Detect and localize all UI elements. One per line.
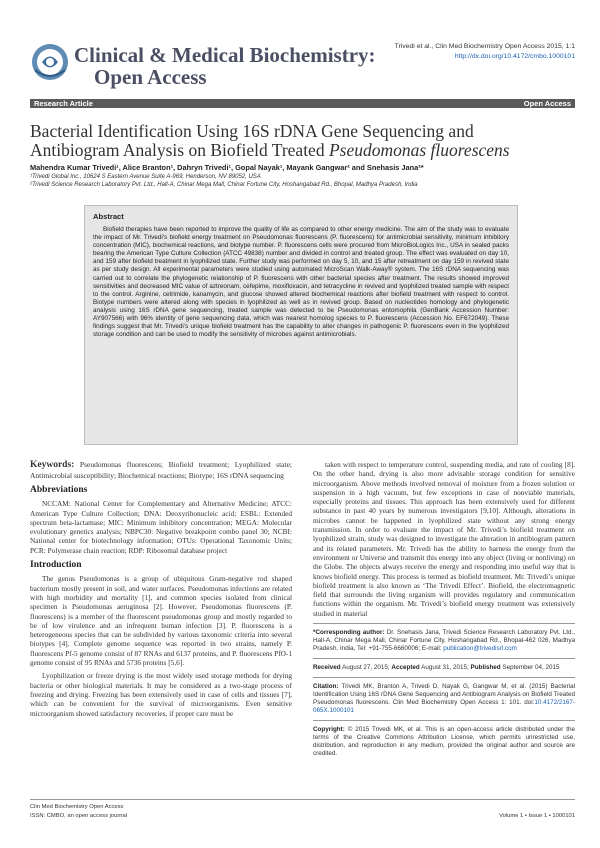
article-title-italic: Pseudomonas fluorescens [328, 140, 510, 160]
abbreviations-text: NCCAM: National Center for Complementary and Alternative Medicine; ATCC: American Type Culture Collection; DNA: Deoxyribonucleic acid; ESBL: Extended spectrum beta-lactamase; MIC: Minimum inhibitory concentration; MEGA: Molecular evolutionary genetics analysis; NBPC30: Negative breakpoint combo panel 30; NCBI: National center for biotechnology information; OTUs: Operational Taxonomic Units; PCR: Polymerase chain reaction; RDP: Ribosomal database project [30, 499, 292, 555]
article-title-line1: Bacterial Identification Using 16S rDNA Gene Sequencing and [30, 121, 474, 141]
citation-label: Citation: [313, 683, 339, 691]
affiliation-2: ²Trivedi Science Research Laboratory Pvt. Ltd., Hall-A, Chinar Mega Mall, Chinar Fortune City, Hoshangabad Rd., Bhopal, Madhya Pradesh, India [30, 182, 418, 188]
footer-volume: Volume 1 • Issue 1 • 1000101 [499, 813, 575, 819]
keywords-text: Pseudomonas fluorescens; Biofield treatment; Lyophilized state; Antimicrobial susceptibility; Biochemical reactions; Biotype; 16S rDNA sequencing [30, 460, 292, 480]
correspondence-email-link[interactable]: publication@trivedisrl.com [443, 645, 517, 653]
copyright-label: Copyright: [313, 726, 345, 734]
keywords [30, 460, 292, 480]
open-access-label: Open Access [523, 98, 571, 108]
correspondence-text: Dr. Snehasis Jana, Trivedi Science Research Laboratory Pvt. Ltd., Hall-A, Chinar Mega Mall, Chinar Fortune City, Hoshangabad Rd., Bhopal-462 026, Madhya Pradesh, India, Tel: +91-755-6660006; E-mail: [313, 629, 576, 653]
introduction-paragraph-2: Lyophilization or freeze drying is the most widely used storage methods for drying bacteria or other biological materials. It may be considered as a two-stage process of freezing and drying. Freezing has been extensively used in case of cells and tissues [7], which can be convenient for the survival of microorganisms. Even sensitive microorganism showed satisfactory recoveries, if proper care must be [30, 671, 292, 718]
abstract-heading: Abstract [93, 212, 124, 221]
abstract-box [84, 205, 518, 445]
footer-issn: ISSN: CMBO, an open access journal [30, 813, 127, 819]
right-column [313, 460, 575, 762]
citation-block [313, 683, 575, 715]
journal-title-line1: Clinical & Medical Biochemistry: [74, 43, 376, 67]
copyright-block [313, 726, 575, 758]
abbreviations-heading: Abbreviations [30, 485, 88, 495]
article-type-banner [30, 99, 575, 108]
right-column-paragraph: taken with respect to temperature control, suspending media, and rate of cooling [8]. On the other hand, drying is also more advisable storage condition for sensitive microorganism. Above methods involved removal of moisture from a frozen solution or suspension in a high vacuum, but few exceptions in case of nonviable materials, especially proteins and tissues. This approach has been extensively used for different substance in past 40 years by numerous investigators [9,10]. Although, alterations in microbes cannot be happened in lyophilized state without any strong energy transmission. In order to evaluate the impact of Mr. Trivedi’s biofield treatment on lyophilized strain, study was designed to investigate the alteration in antibiogram pattern and its related parameters. Mr. Trivedi has the ability to harness the energy from the environment or Universe and transmit this energy into any object (living or nonliving) on the Globe. The objects always receive the energy and responding into useful way that is knows biofield energy. This process is termed as biofield treatment. Mr. Trivedi’s unique biofield treatment is also known as ‘The Trivedi Effect’. Biofield, the electromagnetic field that surrounds the living organism will provides regulatory and communication functions within the organism. Mr. Trivedi’s biofield energy treatment was extensively studied in material [313, 460, 575, 618]
citation-text: Trivedi MK, Branton A, Trivedi D, Nayak G, Gangwar M, et al. (2015) Bacterial Identification Using 16S rDNA Gene Sequencing and Antibiogram Analysis on Biofield Treated Pseudomonas fluorescens. Clin Med Biochemistry Open Access 1: 101. doi: [313, 683, 575, 707]
journal-title [74, 44, 376, 88]
journal-logo-icon [30, 42, 70, 82]
citation-divider [313, 677, 575, 678]
dates-block [313, 664, 575, 672]
affiliation-1: ¹Trivedi Global Inc., 10624 S Eastern Avenue Suite A-969, Henderson, NV 89052, USA [30, 174, 261, 180]
correspondence-divider [313, 623, 575, 624]
received-date: August 27, 2015; [340, 664, 392, 672]
left-column [30, 460, 292, 722]
correspondence-label: *Corresponding author: [313, 629, 385, 637]
copyright-text: © 2015 Trivedi MK, et al. This is an open-access article distributed under the terms of the Creative Commons Attribution License, which permits unrestricted use, distribution, and reproduction in any medium, provided the original author and source are credited. [313, 726, 575, 758]
article-title-line2 [30, 141, 575, 160]
published-label: Published [470, 664, 501, 672]
abstract-text: Biofield therapies have been reported to improve the quality of life as compared to other energy medicine. The aim of the study was to evaluate the impact of Mr. Trivedi’s biofield energy treatment on Pseudomonas fluorescens (P. fluorescens) for antimicrobial sensitivity, minimum inhibitory concentration (MIC), biochemical reactions, and biotype number. P. fluorescens cells were procured from MicroBioLogics Inc., USA in sealed packs bearing the American Type Culture Collection (ATCC 49838) number and divided in control and treated group. The effect was evaluated on day 10, and 159 after biofield treatment in lyophilized state. Further study was performed on day 5, 10, and 15 after retreatment on day 159 in revived state as per study design. All experimental parameters were studied using automated MicroScan Walk-Away® system. The 16S rDNA sequencing was carried out to correlate the phylogenetic relationship of P. fluorescens with other bacterial species after treatment. The results showed improved sensitivities and decreased MIC value of aztreonam, cefepime, moxifloxacin, and tetracycline in revived and lyophilized treated sample with respect to the control. Arginine, cetrimide, kanamycin, and glucose showed altered biochemical reactions after biofield treatment with respect to control. Biotype numbers were altered along with species in lyophilized as well as in revived group. Based on nucleotides homology and phylogenetic analysis using 16S rDNA gene sequencing, treated sample was detected to be Pseudomonas entomophila (GenBank Accession Number: AY907566) with 96% identity of gene sequencing data, which was nearest homolog species to P. fluorescens (Accession No. EF672049). These findings suggest that Mr. Trivedi’s unique biofield treatment has the capability to alter changes in pathogenic P. fluorescens even in the lyophilized storage condition and can be used to modify the sensitivity of microbes against antimicrobials. [93, 226, 509, 339]
footer-journal: Clin Med Biochemistry Open Access [30, 804, 124, 810]
copyright-divider [313, 720, 575, 721]
top-citation [395, 42, 575, 62]
keywords-label: Keywords: [30, 460, 75, 470]
published-date: September 04, 2015 [500, 664, 560, 672]
top-doi-link[interactable]: http://dx.doi.org/10.4172/cmbo.1000101 [454, 53, 575, 60]
correspondence-block [313, 629, 575, 653]
introduction-heading: Introduction [30, 560, 82, 571]
journal-title-line2: Open Access [94, 65, 207, 89]
article-title-line2-start: Antibiogram Analysis on Biofield Treated [30, 140, 329, 160]
article-type-label: Research Article [34, 98, 93, 108]
accepted-date: August 31, 2015; [419, 664, 471, 672]
journal-header [30, 40, 575, 90]
top-citation-text: Trivedi et al., Clin Med Biochemistry Open Access 2015, 1:1 [394, 43, 575, 50]
accepted-label: Accepted [391, 664, 420, 672]
citation-doi-link[interactable]: 10.4172/2167-065X.1000101 [313, 699, 575, 715]
dates-divider [313, 658, 575, 659]
article-title [30, 122, 575, 160]
received-label: Received [313, 664, 341, 672]
author-list: Mahendra Kumar Trivedi¹, Alice Branton¹, Dahryn Trivedi¹, Gopal Nayak¹, Mayank Gangwar² and Snehasis Jana²* [30, 163, 424, 172]
footer-divider [30, 799, 575, 800]
introduction-paragraph-1: The genus Pseudomonas is a group of ubiquitous Gram-negative rod shaped bacterium mostly present in soil, and water surfaces. Pseudomonas infections are related with high morbidity and mortality [1], and common species isolated from clinical specimen is Pseudomonas aeruginosa [2]. However, Pseudomonas fluorescens (P. fluorescens) is a member of the fluorescent pseudomonas group and mostly regarded to be of low virulence and an infrequent human infection [3]. P. fluorescens is a heterogeneous species that can be subdivided by various taxonomic criteria into several biotypes [4]. Complete genome sequence was reported in two strains, namely P. fluorescens Pf-5 genome consist of 87 RNAs and 6137 proteins, and P. fluorescens PfO-1 genome consist of 95 RNAs and 5736 proteins [5,6]. [30, 574, 292, 668]
page-footer [30, 803, 575, 821]
